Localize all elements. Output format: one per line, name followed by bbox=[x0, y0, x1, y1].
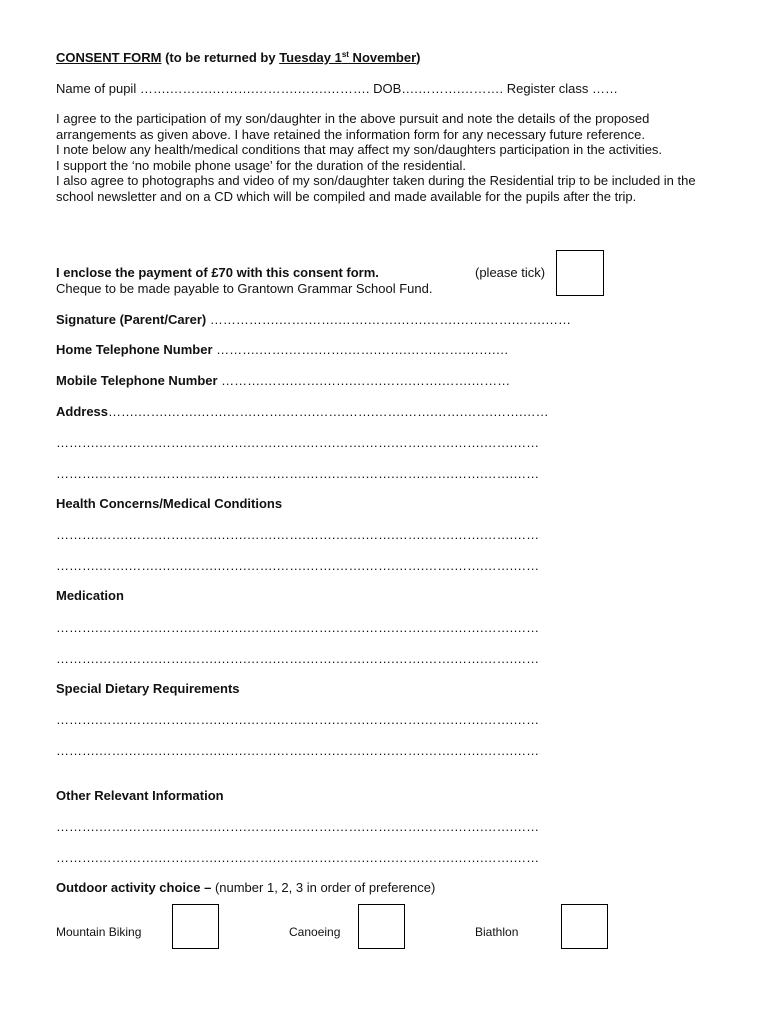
return-close: ) bbox=[416, 50, 421, 65]
address-line bbox=[56, 404, 549, 419]
dietary-field-2[interactable]: ……….…….…….…….…….…….…….…….…….…….…….…….…….…….…….…… bbox=[56, 743, 540, 758]
health-concerns-label: Health Concerns/Medical Conditions bbox=[56, 496, 283, 511]
dob-label: DOB bbox=[373, 81, 402, 96]
health-concerns-field-2[interactable]: ……….…….…….…….…….…….…….…….…….…….…….…….…….…….…….…… bbox=[56, 558, 540, 573]
pupil-name-field[interactable]: …….……….……….……….…….………. bbox=[136, 81, 374, 96]
signature-line bbox=[56, 312, 571, 327]
option-mountain-biking-label: Mountain Biking bbox=[56, 925, 142, 939]
health-concerns-field-1[interactable]: ……….…….…….…….…….…….…….…….…….…….…….…….…….…….…….…… bbox=[56, 527, 540, 542]
register-class-label: Register class bbox=[506, 81, 589, 96]
please-tick-label: (please tick) bbox=[475, 265, 546, 280]
home-telephone-line bbox=[56, 342, 509, 357]
address-field-1[interactable]: …….…….…….…….…….…….…….…….…….…….…….…….…….…….…… bbox=[108, 404, 549, 419]
payment-enclose: I enclose the payment of £70 with this consent form. bbox=[56, 265, 379, 280]
medication-field-1[interactable]: ……….…….…….…….…….…….…….…….…….…….…….…….…….…….…….…… bbox=[56, 620, 540, 635]
medication-label: Medication bbox=[56, 588, 124, 603]
option-canoeing-box[interactable] bbox=[358, 904, 405, 949]
option-canoeing-label: Canoeing bbox=[289, 925, 341, 939]
form-title: CONSENT FORM bbox=[56, 50, 162, 65]
address-field-2[interactable]: ……….…….…….…….…….…….…….…….…….…….…….…….…….…….…….…… bbox=[56, 435, 540, 450]
outdoor-choice-line bbox=[56, 880, 435, 895]
agreement-text bbox=[56, 111, 716, 205]
return-month: November bbox=[348, 50, 417, 65]
outdoor-choice-label: Outdoor activity choice – bbox=[56, 880, 212, 895]
agreement-p3: I support the ‘no mobile phone usage’ for the duration of the residential. bbox=[56, 157, 467, 173]
other-info-field-2[interactable]: ……….…….…….…….…….…….…….…….…….…….…….…….…….…….…….…… bbox=[56, 850, 540, 865]
outdoor-choice-hint: (number 1, 2, 3 in order of preference) bbox=[211, 880, 436, 895]
address-field-3[interactable]: ……….…….…….…….…….…….…….…….…….…….…….…….…….…….…….…… bbox=[56, 466, 540, 481]
signature-field[interactable]: …………….…….…….…….…….…….…….…….…….…….…… bbox=[206, 312, 571, 327]
form-title-line bbox=[56, 50, 420, 65]
cheque-text: Cheque to be made payable to Grantown Grammar School Fund. bbox=[56, 281, 433, 296]
dob-field[interactable]: ….……….………. bbox=[401, 81, 507, 96]
other-info-label: Other Relevant Information bbox=[56, 788, 224, 803]
dietary-field-1[interactable]: ……….…….…….…….…….…….…….…….…….…….…….…….…….…….…….…… bbox=[56, 712, 540, 727]
return-sup: st bbox=[341, 50, 349, 59]
dietary-label: Special Dietary Requirements bbox=[56, 681, 240, 696]
medication-field-2[interactable]: ……….…….…….…….…….…….…….…….…….…….…….…….…….…….…….…… bbox=[56, 651, 540, 666]
agreement-p4: I also agree to photographs and video of my son/daughter taken during the Residential trip to be included in the school newsletter and on a CD which will be compiled and made available for the pupils after the trip. bbox=[56, 173, 696, 204]
address-label: Address bbox=[56, 404, 109, 419]
agreement-p1: I agree to the participation of my son/daughter in the above pursuit and note the details of the proposed arrangements as given above. I have retained the information form for any necessary future reference. bbox=[56, 111, 650, 142]
signature-label: Signature (Parent/Carer) bbox=[56, 312, 207, 327]
payment-tick-box[interactable] bbox=[556, 250, 604, 296]
return-day: Tuesday 1 bbox=[279, 50, 342, 65]
other-info-field-1[interactable]: ……….…….…….…….…….…….…….…….…….…….…….…….…….…….…….…… bbox=[56, 819, 540, 834]
return-date bbox=[279, 50, 416, 65]
option-biathlon-label: Biathlon bbox=[475, 925, 519, 939]
register-class-field[interactable]: …… bbox=[588, 81, 619, 96]
mobile-telephone-label: Mobile Telephone Number bbox=[56, 373, 218, 388]
mobile-telephone-field[interactable]: ……….…….…….…….…….…….…….…….……… bbox=[217, 373, 511, 388]
home-telephone-field[interactable]: ……….…….…….…….…….…….…….…….…….… bbox=[212, 342, 509, 357]
mobile-telephone-line bbox=[56, 373, 510, 388]
option-mountain-biking-box[interactable] bbox=[172, 904, 219, 949]
agreement-p2: I note below any health/medical conditions that may affect my son/daughters participation in the activities. bbox=[56, 142, 663, 158]
home-telephone-label: Home Telephone Number bbox=[56, 342, 213, 357]
pupil-line bbox=[56, 81, 618, 96]
pupil-name-label: Name of pupil bbox=[56, 81, 137, 96]
return-prefix: (to be returned by bbox=[161, 50, 280, 65]
option-biathlon-box[interactable] bbox=[561, 904, 608, 949]
